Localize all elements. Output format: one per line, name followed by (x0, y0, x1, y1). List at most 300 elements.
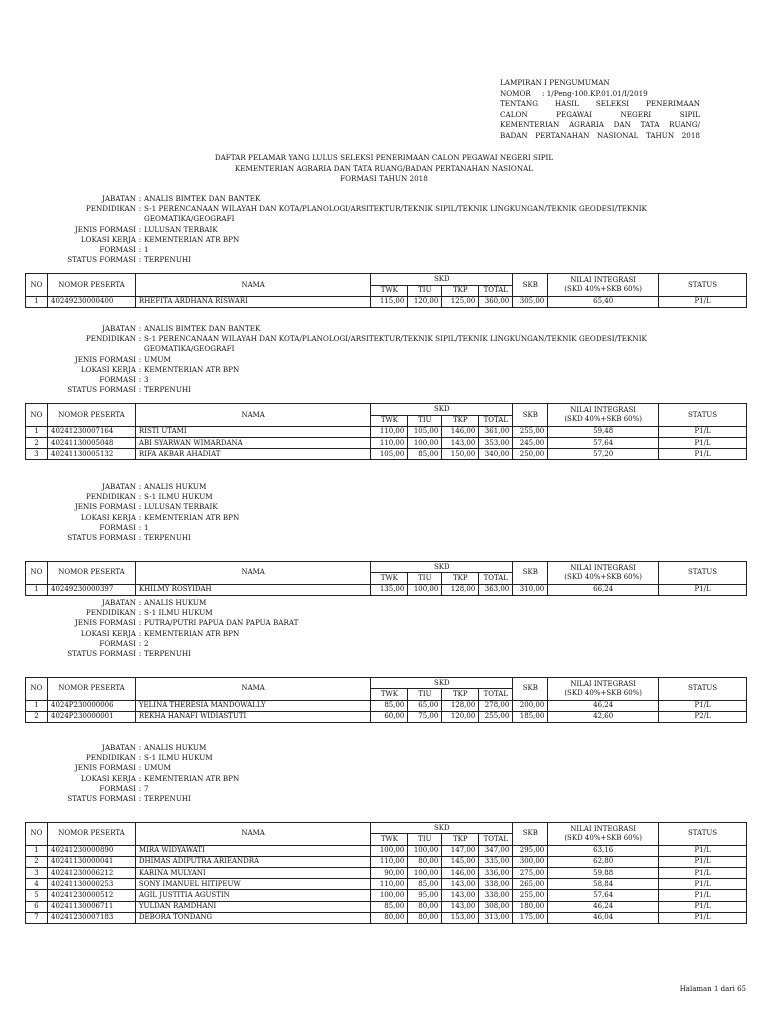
cell-tiu: 105,00 (408, 426, 442, 437)
header-nilai-line: NILAI INTEGRASI (570, 276, 637, 285)
header-total: TOTAL (479, 415, 513, 426)
meta-row-jenis-formasi (25, 763, 745, 773)
cell-no: 1 (26, 296, 48, 307)
cell-status: P1/L (659, 426, 747, 437)
cell-skb: 185,00 (513, 711, 548, 722)
meta-value: ANALIS BIMTEK DAN BANTEK (144, 194, 261, 203)
meta-value: KEMENTERIAN ATR BPN (144, 628, 240, 638)
cell-skb: 295,00 (513, 845, 548, 856)
meta-row-formasi (25, 639, 745, 649)
cell-nama: AGIL JUSTITIA AGUSTIN (135, 890, 370, 901)
cell-total: 347,00 (479, 845, 513, 856)
cell-nomor-peserta: 40241230000512 (47, 890, 135, 901)
cell-nilai-integrasi: 63,16 (548, 845, 659, 856)
tentang-line: TENTANG HASIL SELEKSI PENERIMAAN (500, 99, 700, 108)
meta-row-formasi (25, 375, 745, 385)
cell-total: 338,00 (479, 890, 513, 901)
meta-label: FORMASI (99, 245, 136, 255)
cell-twk: 110,00 (371, 426, 408, 437)
cell-nama: KHILMY ROSYIDAH (135, 584, 370, 595)
meta-row-status-formasi (25, 649, 745, 659)
cell-total: 336,00 (479, 867, 513, 878)
results-table (25, 273, 747, 308)
header-skb: SKB (513, 823, 548, 845)
meta-separator: : (138, 482, 142, 491)
cell-status: P1/L (659, 856, 747, 867)
header-total: TOTAL (479, 285, 513, 296)
header-nama: NAMA (135, 274, 370, 296)
meta-value: ANALIS HUKUM (144, 743, 207, 752)
meta-row-jabatan (25, 482, 745, 492)
meta-row-lokasi-kerja (25, 774, 745, 784)
meta-row-lokasi-kerja (25, 365, 745, 375)
cell-tkp: 125,00 (442, 296, 479, 307)
cell-tiu: 80,00 (408, 856, 442, 867)
meta-label: LOKASI KERJA (80, 512, 136, 522)
meta-label: JENIS FORMASI (74, 763, 136, 773)
header-nomor-peserta: NOMOR PESERTA (47, 404, 135, 426)
cell-status: P1/L (659, 867, 747, 878)
formasi-section (25, 743, 745, 924)
meta-label: JENIS FORMASI (74, 618, 136, 628)
meta-value: KEMENTERIAN ATR BPN (144, 773, 240, 783)
cell-tiu: 100,00 (408, 437, 442, 448)
cell-nilai-integrasi: 65,40 (548, 296, 659, 307)
cell-no: 5 (26, 890, 48, 901)
cell-nilai-integrasi: 46,24 (548, 700, 659, 711)
header-nilai-line: (SKD 40%+SKB 60%) (564, 833, 643, 842)
cell-nomor-peserta: 40241230006212 (47, 867, 135, 878)
cell-status: P1/L (659, 912, 747, 923)
meta-row-jabatan (25, 194, 745, 204)
cell-total: 340,00 (479, 449, 513, 460)
cell-skb: 175,00 (513, 912, 548, 923)
meta-row-pendidikan (25, 753, 745, 763)
header-skb: SKB (513, 562, 548, 584)
meta-separator: : (138, 794, 142, 804)
meta-row-status-formasi (25, 385, 745, 395)
header-nilai-integrasi (548, 678, 659, 700)
results-table (25, 822, 747, 924)
cell-twk: 100,00 (371, 845, 408, 856)
meta-value: KEMENTERIAN ATR BPN (144, 234, 240, 244)
cell-nilai-integrasi: 66,24 (548, 584, 659, 595)
title-line: KEMENTERIAN AGRARIA DAN TATA RUANG/BADAN PERTANAHAN NASIONAL (234, 163, 534, 173)
meta-value: LULUSAN TERBAIK (144, 502, 218, 512)
meta-row-formasi (25, 523, 745, 533)
cell-nomor-peserta: 4024P230000001 (47, 711, 135, 722)
header-nama: NAMA (135, 823, 370, 845)
cell-total: 363,00 (479, 584, 513, 595)
table-row (26, 845, 747, 856)
meta-separator: : (138, 324, 142, 333)
cell-tiu: 95,00 (408, 890, 442, 901)
lampiran-heading: LAMPIRAN I PENGUMUMAN (500, 78, 610, 87)
title-line: FORMASI TAHUN 2018 (340, 174, 428, 183)
meta-row-status-formasi (25, 794, 745, 804)
cell-tiu: 80,00 (408, 912, 442, 923)
meta-label: PENDIDIKAN (85, 753, 136, 763)
formasi-section (25, 194, 745, 308)
meta-value: ANALIS HUKUM (144, 598, 207, 607)
cell-nomor-peserta: 40249230000400 (47, 296, 135, 307)
cell-twk: 135,00 (371, 584, 408, 595)
header-total: TOTAL (479, 573, 513, 584)
cell-status: P1/L (659, 890, 747, 901)
cell-status: P1/L (659, 296, 747, 307)
meta-separator: : (138, 649, 142, 659)
results-table (25, 677, 747, 723)
meta-value: 1 (144, 522, 149, 532)
meta-separator: : (138, 522, 142, 532)
meta-value: LULUSAN TERBAIK (144, 224, 218, 234)
header-nilai-line: NILAI INTEGRASI (570, 824, 637, 833)
cell-tkp: 120,00 (442, 711, 479, 722)
cell-nilai-integrasi: 57,20 (548, 449, 659, 460)
meta-separator: : (138, 234, 142, 244)
meta-separator: : (138, 204, 142, 214)
cell-nama: RISTI UTAMI (135, 426, 370, 437)
meta-label: STATUS FORMASI (67, 385, 136, 395)
header-tkp: TKP (442, 415, 479, 426)
meta-separator: : (138, 598, 142, 607)
cell-total: 335,00 (479, 856, 513, 867)
cell-total: 338,00 (479, 879, 513, 890)
meta-label: JABATAN (101, 324, 136, 333)
meta-label: JABATAN (101, 598, 136, 607)
cell-twk: 105,00 (371, 449, 408, 460)
meta-value: 3 (144, 375, 149, 385)
meta-row-formasi (25, 245, 745, 255)
meta-value: S-1 ILMU HUKUM (144, 608, 213, 618)
meta-row-pendidikan (25, 334, 745, 354)
cell-twk: 90,00 (371, 867, 408, 878)
cell-no: 1 (26, 426, 48, 437)
formasi-section (25, 598, 745, 723)
meta-row-jabatan (25, 598, 745, 608)
cell-tkp: 143,00 (442, 437, 479, 448)
meta-row-jabatan (25, 324, 745, 334)
meta-value: TERPENUHI (144, 533, 191, 543)
cell-total: 353,00 (479, 437, 513, 448)
cell-skb: 255,00 (513, 890, 548, 901)
cell-tkp: 150,00 (442, 449, 479, 460)
cell-total: 360,00 (479, 296, 513, 307)
header-tkp: TKP (442, 285, 479, 296)
meta-separator: : (138, 753, 142, 763)
cell-twk: 100,00 (371, 890, 408, 901)
cell-skb: 250,00 (513, 449, 548, 460)
header-nomor-peserta: NOMOR PESERTA (47, 678, 135, 700)
cell-total: 255,00 (479, 711, 513, 722)
meta-value: PUTRA/PUTRI PAPUA DAN PAPUA BARAT (144, 618, 299, 628)
table-row (26, 584, 747, 595)
meta-label: LOKASI KERJA (80, 773, 136, 783)
cell-no: 1 (26, 700, 48, 711)
header-twk: TWK (371, 834, 408, 845)
header-no: NO (26, 404, 48, 426)
meta-label: FORMASI (99, 783, 136, 793)
header-skd: SKD (371, 678, 513, 689)
meta-label: JENIS FORMASI (74, 224, 136, 234)
header-status: STATUS (659, 404, 747, 426)
meta-separator: : (138, 628, 142, 638)
header-nilai-integrasi (548, 823, 659, 845)
table-row (26, 879, 747, 890)
cell-tkp: 143,00 (442, 879, 479, 890)
header-status: STATUS (659, 562, 747, 584)
meta-row-jenis-formasi (25, 502, 745, 512)
meta-separator: : (138, 354, 142, 364)
meta-label: LOKASI KERJA (80, 234, 136, 244)
table-row (26, 700, 747, 711)
header-status: STATUS (659, 274, 747, 296)
header-nilai-line: NILAI INTEGRASI (570, 406, 637, 415)
tentang-line: BADAN PERTANAHAN NASIONAL TAHUN 2018 (500, 130, 700, 140)
cell-tkp: 143,00 (442, 890, 479, 901)
table-row (26, 912, 747, 923)
meta-label: FORMASI (99, 375, 136, 385)
cell-nilai-integrasi: 58,84 (548, 879, 659, 890)
cell-nilai-integrasi: 46,04 (548, 912, 659, 923)
cell-nama: DHIMAS ADIPUTRA ARIEANDRA (135, 856, 370, 867)
cell-nama: REKHA HANAFI WIDIASTUTI (135, 711, 370, 722)
meta-separator: : (138, 364, 142, 374)
meta-value: UMUM (144, 763, 171, 773)
meta-label: PENDIDIKAN (85, 492, 136, 502)
cell-tiu: 100,00 (408, 584, 442, 595)
cell-tkp: 153,00 (442, 912, 479, 923)
meta-row-pendidikan (25, 608, 745, 618)
cell-nama: SONY IMANUEL HITIPEUW (135, 879, 370, 890)
cell-skb: 265,00 (513, 879, 548, 890)
meta-separator: : (138, 618, 142, 628)
cell-nilai-integrasi: 62,80 (548, 856, 659, 867)
cell-status: P1/L (659, 449, 747, 460)
cell-no: 2 (26, 711, 48, 722)
meta-value: KEMENTERIAN ATR BPN (144, 512, 240, 522)
header-nilai-integrasi (548, 562, 659, 584)
cell-total: 308,00 (479, 901, 513, 912)
cell-nomor-peserta: 40241130000041 (47, 856, 135, 867)
meta-separator: : (138, 783, 142, 793)
cell-tiu: 65,00 (408, 700, 442, 711)
cell-no: 7 (26, 912, 48, 923)
lampiran-block (500, 78, 700, 141)
cell-nilai-integrasi: 46,24 (548, 901, 659, 912)
cell-twk: 85,00 (371, 700, 408, 711)
cell-nama: KARINA MULYANI (135, 867, 370, 878)
cell-no: 1 (26, 584, 48, 595)
cell-nomor-peserta: 40241230007164 (47, 426, 135, 437)
results-table (25, 561, 747, 596)
cell-skb: 300,00 (513, 856, 548, 867)
meta-value: KEMENTERIAN ATR BPN (144, 364, 240, 374)
meta-value: S-1 PERENCANAAN WILAYAH DAN KOTA/PLANOLOGI/ARSITEKTUR/TEKNIK SIPIL/TEKNIK LINGKUNGAN/TEKNIK GEODESI/TEKNIK GEOMATIKA/GEOGRAFI (144, 204, 647, 224)
cell-tkp: 143,00 (442, 901, 479, 912)
title-line: DAFTAR PELAMAR YANG LULUS SELEKSI PENERIMAAN CALON PEGAWAI NEGERI SIPIL (214, 153, 554, 162)
meta-label: PENDIDIKAN (85, 204, 136, 214)
cell-twk: 85,00 (371, 901, 408, 912)
header-twk: TWK (371, 689, 408, 700)
table-row (26, 867, 747, 878)
meta-row-jenis-formasi (25, 618, 745, 628)
cell-skb: 305,00 (513, 296, 548, 307)
meta-value: ANALIS HUKUM (144, 482, 207, 491)
cell-twk: 115,00 (371, 296, 408, 307)
meta-row-lokasi-kerja (25, 513, 745, 523)
header-nomor-peserta: NOMOR PESERTA (47, 274, 135, 296)
header-nilai-line: (SKD 40%+SKB 60%) (564, 415, 643, 424)
meta-value: S-1 PERENCANAAN WILAYAH DAN KOTA/PLANOLOGI/ARSITEKTUR/TEKNIK SIPIL/TEKNIK LINGKUNGAN/TEKNIK GEODESI/TEKNIK GEOMATIKA/GEOGRAFI (144, 334, 647, 354)
cell-nama: MIRA WIDYAWATI (135, 845, 370, 856)
cell-tiu: 85,00 (408, 879, 442, 890)
table-row (26, 890, 747, 901)
cell-status: P1/L (659, 901, 747, 912)
cell-nilai-integrasi: 42,60 (548, 711, 659, 722)
cell-status: P1/L (659, 584, 747, 595)
meta-separator: : (138, 743, 142, 752)
meta-label: JABATAN (101, 743, 136, 752)
cell-twk: 110,00 (371, 856, 408, 867)
meta-separator: : (138, 194, 142, 203)
cell-skb: 255,00 (513, 426, 548, 437)
meta-value: 7 (144, 783, 149, 793)
header-skd: SKD (371, 404, 513, 415)
meta-label: PENDIDIKAN (85, 608, 136, 618)
meta-label: STATUS FORMASI (67, 255, 136, 265)
cell-no: 6 (26, 901, 48, 912)
meta-label: PENDIDIKAN (85, 334, 136, 344)
header-nilai-line: (SKD 40%+SKB 60%) (564, 688, 643, 697)
cell-nama: YELINA THERESIA MANDOWALLY (135, 700, 370, 711)
cell-twk: 80,00 (371, 912, 408, 923)
cell-no: 3 (26, 449, 48, 460)
cell-tkp: 128,00 (442, 584, 479, 595)
cell-nomor-peserta: 4024P230000006 (47, 700, 135, 711)
cell-tiu: 85,00 (408, 449, 442, 460)
header-status: STATUS (659, 823, 747, 845)
header-no: NO (26, 823, 48, 845)
cell-total: 313,00 (479, 912, 513, 923)
cell-nilai-integrasi: 59,48 (548, 426, 659, 437)
header-tkp: TKP (442, 573, 479, 584)
cell-nama: DEBORA TONDANG (135, 912, 370, 923)
header-tiu: TIU (408, 415, 442, 426)
cell-twk: 60,00 (371, 711, 408, 722)
cell-nomor-peserta: 40241130005048 (47, 437, 135, 448)
meta-row-lokasi-kerja (25, 629, 745, 639)
meta-value: S-1 ILMU HUKUM (144, 492, 213, 502)
tentang-line: KEMENTERIAN AGRARIA DAN TATA RUANG/ (500, 120, 700, 129)
header-skd: SKD (371, 274, 513, 285)
header-tkp: TKP (442, 689, 479, 700)
cell-nomor-peserta: 40241230000890 (47, 845, 135, 856)
header-status: STATUS (659, 678, 747, 700)
meta-separator: : (138, 375, 142, 385)
meta-label: STATUS FORMASI (67, 649, 136, 659)
meta-value: S-1 ILMU HUKUM (144, 753, 213, 763)
meta-separator: : (138, 763, 142, 773)
header-no: NO (26, 678, 48, 700)
table-row (26, 449, 747, 460)
table-row (26, 901, 747, 912)
formasi-meta (25, 482, 745, 543)
header-twk: TWK (371, 285, 408, 296)
meta-label: FORMASI (99, 522, 136, 532)
cell-nilai-integrasi: 59,88 (548, 867, 659, 878)
cell-tiu: 100,00 (408, 867, 442, 878)
cell-nomor-peserta: 40249230000397 (47, 584, 135, 595)
header-total: TOTAL (479, 689, 513, 700)
meta-value: TERPENUHI (144, 794, 191, 804)
meta-separator: : (138, 492, 142, 502)
cell-skb: 180,00 (513, 901, 548, 912)
header-skb: SKB (513, 678, 548, 700)
meta-label: LOKASI KERJA (80, 628, 136, 638)
header-total: TOTAL (479, 834, 513, 845)
cell-skb: 245,00 (513, 437, 548, 448)
cell-no: 2 (26, 856, 48, 867)
table-row (26, 437, 747, 448)
meta-label: STATUS FORMASI (67, 794, 136, 804)
cell-tkp: 145,00 (442, 856, 479, 867)
cell-nama: YULDAN RAMDHANI (135, 901, 370, 912)
cell-nilai-integrasi: 57,64 (548, 437, 659, 448)
cell-skb: 200,00 (513, 700, 548, 711)
cell-nama: RHEFITA ARDHANA RISWARI (135, 296, 370, 307)
header-nilai-line: NILAI INTEGRASI (570, 679, 637, 688)
meta-label: JABATAN (101, 194, 136, 203)
results-table (25, 403, 747, 460)
header-nilai-line: NILAI INTEGRASI (570, 563, 637, 572)
formasi-section (25, 482, 745, 596)
cell-nama: ABI SYARWAN WIMARDANA (135, 437, 370, 448)
cell-no: 1 (26, 845, 48, 856)
meta-separator: : (138, 773, 142, 783)
header-tiu: TIU (408, 689, 442, 700)
header-skd: SKD (371, 562, 513, 573)
meta-separator: : (138, 385, 142, 395)
meta-value: 1 (144, 245, 149, 255)
formasi-meta (25, 324, 745, 395)
meta-row-lokasi-kerja (25, 235, 745, 245)
table-row (26, 711, 747, 722)
meta-value: TERPENUHI (144, 649, 191, 659)
meta-row-status-formasi (25, 255, 745, 265)
meta-row-jabatan (25, 743, 745, 753)
cell-tkp: 146,00 (442, 867, 479, 878)
meta-separator: : (138, 533, 142, 543)
cell-nomor-peserta: 40241130005132 (47, 449, 135, 460)
page-number: Halaman 1 dari 65 (679, 985, 746, 993)
cell-nomor-peserta: 40241230007183 (47, 912, 135, 923)
cell-status: P2/L (659, 711, 747, 722)
cell-nama: RIFA AKBAR AHADIAT (135, 449, 370, 460)
cell-twk: 110,00 (371, 879, 408, 890)
header-nama: NAMA (135, 562, 370, 584)
meta-row-pendidikan (25, 204, 745, 224)
header-nama: NAMA (135, 404, 370, 426)
cell-total: 278,00 (479, 700, 513, 711)
header-nama: NAMA (135, 678, 370, 700)
meta-row-jenis-formasi (25, 355, 745, 365)
meta-separator: : (138, 224, 142, 234)
formasi-meta (25, 743, 745, 804)
meta-label: JABATAN (101, 482, 136, 491)
formasi-section (25, 324, 745, 460)
cell-tiu: 120,00 (408, 296, 442, 307)
